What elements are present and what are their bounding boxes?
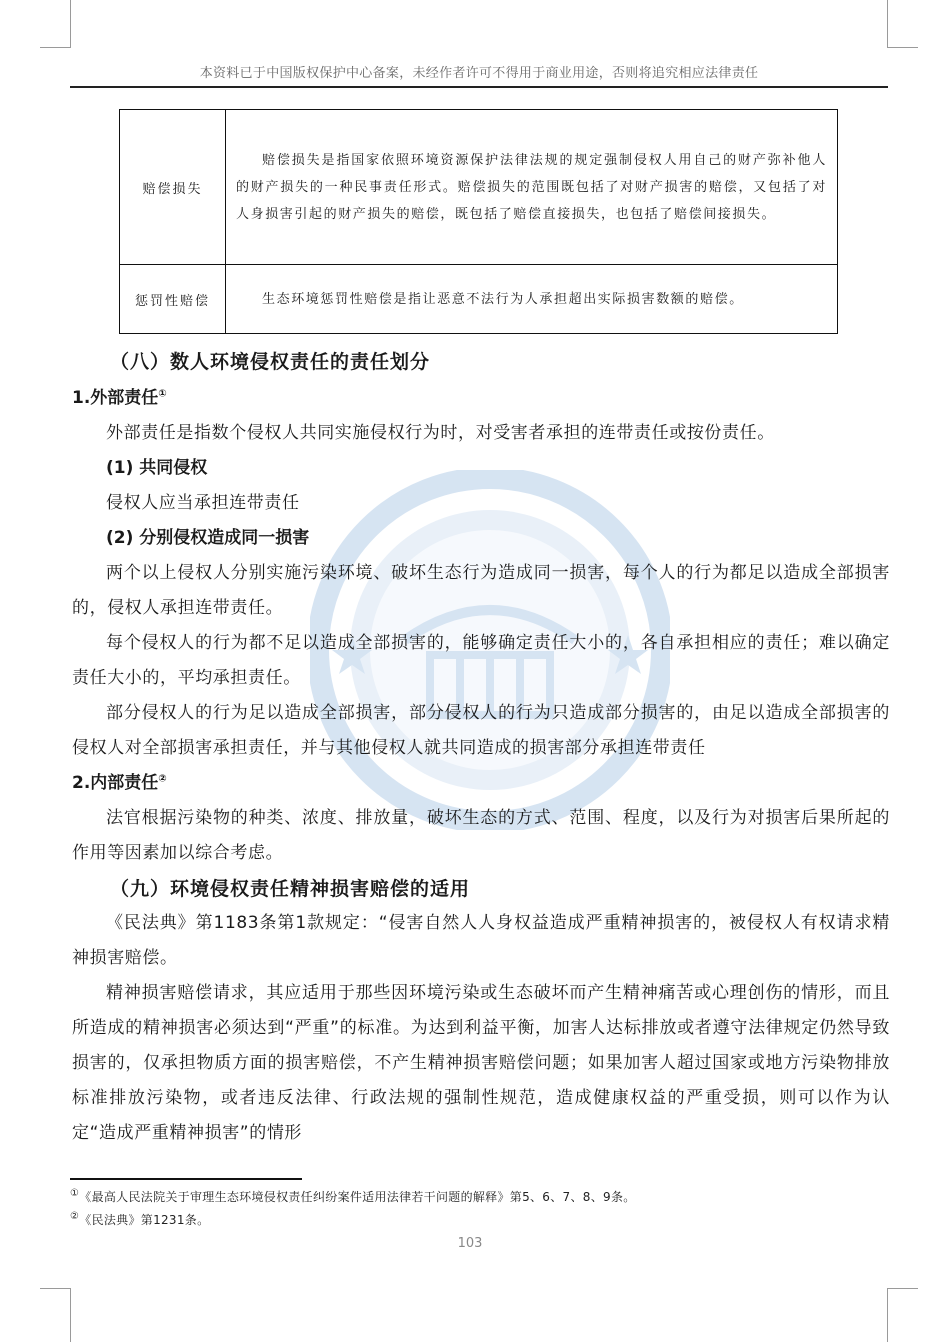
footnote-ref-1: ①	[158, 388, 167, 400]
external-liability-text: 外部责任是指数个侵权人共同实施侵权行为时，对受害者承担的连带责任或按份责任。	[106, 423, 775, 443]
crop-mark-bottom-right-h	[887, 1288, 918, 1289]
external-liability-title: 1.外部责任	[72, 388, 159, 408]
table-row	[120, 265, 838, 334]
internal-liability-heading	[72, 766, 890, 801]
joint-tort-heading: (1) 共同侵权	[106, 458, 208, 478]
external-liability-heading	[72, 381, 890, 416]
table-row	[120, 110, 838, 265]
separate-tort-paragraph: 每个侵权人的行为都不足以造成全部损害的，能够确定责任大小的，各自承担相应的责任；难以确定责任大小的，平均承担责任。	[72, 633, 890, 688]
section-8-title: （八）数人环境侵权责任的责任划分	[110, 351, 431, 373]
section-9-paragraph: 精神损害赔偿请求，其应适用于那些因环境污染或生态破坏而产生精神痛苦或心理创伤的情形，而且所造成的精神损害必须达到“严重”的标准。为达到利益平衡，加害人达标排放或者遵守法律规定仍然导致损害的，仅承担物质方面的损害赔偿，不产生精神损害赔偿问题；如果加害人超过国家或地方污染物排放标准排放污染物，或者违反法律、行政法规的强制性规范，造成健康权益的严重受损，则可以作为认定“造成严重精神损害”的情形	[72, 983, 890, 1143]
definition-table	[119, 109, 838, 334]
separate-tort-paragraph: 部分侵权人的行为足以造成全部损害，部分侵权人的行为只造成部分损害的，由足以造成全部损害的侵权人对全部损害承担责任，并与其他侵权人就共同造成的损害部分承担连带责任	[72, 703, 890, 758]
internal-liability-text: 法官根据污染物的种类、浓度、排放量，破坏生态的方式、范围、程度，以及行为对损害后果所起的作用等因素加以综合考虑。	[72, 808, 890, 863]
table-term: 赔偿损失	[120, 110, 226, 265]
footnote-1	[70, 1188, 636, 1205]
section-8	[72, 343, 890, 871]
internal-liability-title: 2.内部责任	[72, 773, 159, 793]
table-definition: 赔偿损失是指国家依照环境资源保护法律法规的规定强制侵权人用自己的财产弥补他人的财产损失的一种民事责任形式。赔偿损失的范围既包括了对财产损害的赔偿，又包括了对人身损害引起的财产损失的赔偿，既包括了赔偿直接损失，也包括了赔偿间接损失。	[226, 110, 838, 265]
section-9	[72, 872, 890, 1151]
footnote-text: 《民法典》第1231条。	[79, 1213, 210, 1227]
crop-mark-top-right-h	[887, 47, 918, 48]
crop-mark-bottom-left-h	[40, 1288, 71, 1289]
footnote-mark: ①	[70, 1188, 80, 1199]
section-9-title: （九）环境侵权责任精神损害赔偿的适用	[110, 878, 471, 900]
separate-tort-heading: (2) 分别侵权造成同一损害	[106, 528, 310, 548]
crop-mark-bottom-left-v	[70, 1288, 71, 1342]
table-term: 惩罚性赔偿	[120, 265, 226, 334]
crop-mark-top-left-v	[70, 0, 71, 48]
crop-mark-top-right-v	[887, 0, 888, 48]
table-definition: 生态环境惩罚性赔偿是指让恶意不法行为人承担超出实际损害数额的赔偿。	[226, 265, 838, 334]
crop-mark-top-left-h	[40, 47, 71, 48]
crop-mark-bottom-right-v	[887, 1288, 888, 1342]
copyright-notice: 本资料已于中国版权保护中心备案，未经作者许可不得用于商业用途，否则将追究相应法律责任	[199, 66, 759, 81]
footnote-2	[70, 1211, 209, 1228]
footnote-mark: ②	[70, 1211, 80, 1222]
separate-tort-paragraph: 两个以上侵权人分别实施污染环境、破坏生态行为造成同一损害，每个人的行为都足以造成全部损害的，侵权人承担连带责任。	[72, 563, 890, 618]
section-9-paragraph: 《民法典》第1183条第1款规定：“侵害自然人人身权益造成严重精神损害的，被侵权人有权请求精神损害赔偿。	[72, 913, 890, 968]
footnote-ref-2: ②	[158, 773, 167, 785]
joint-tort-text: 侵权人应当承担连带责任	[106, 493, 300, 513]
page-number: 103	[457, 1236, 483, 1251]
footnote-rule	[70, 1178, 302, 1180]
footnote-text: 《最高人民法院关于审理生态环境侵权责任纠纷案件适用法律若干问题的解释》第5、6、7、8、9条。	[79, 1190, 636, 1204]
header-rule	[70, 86, 888, 88]
